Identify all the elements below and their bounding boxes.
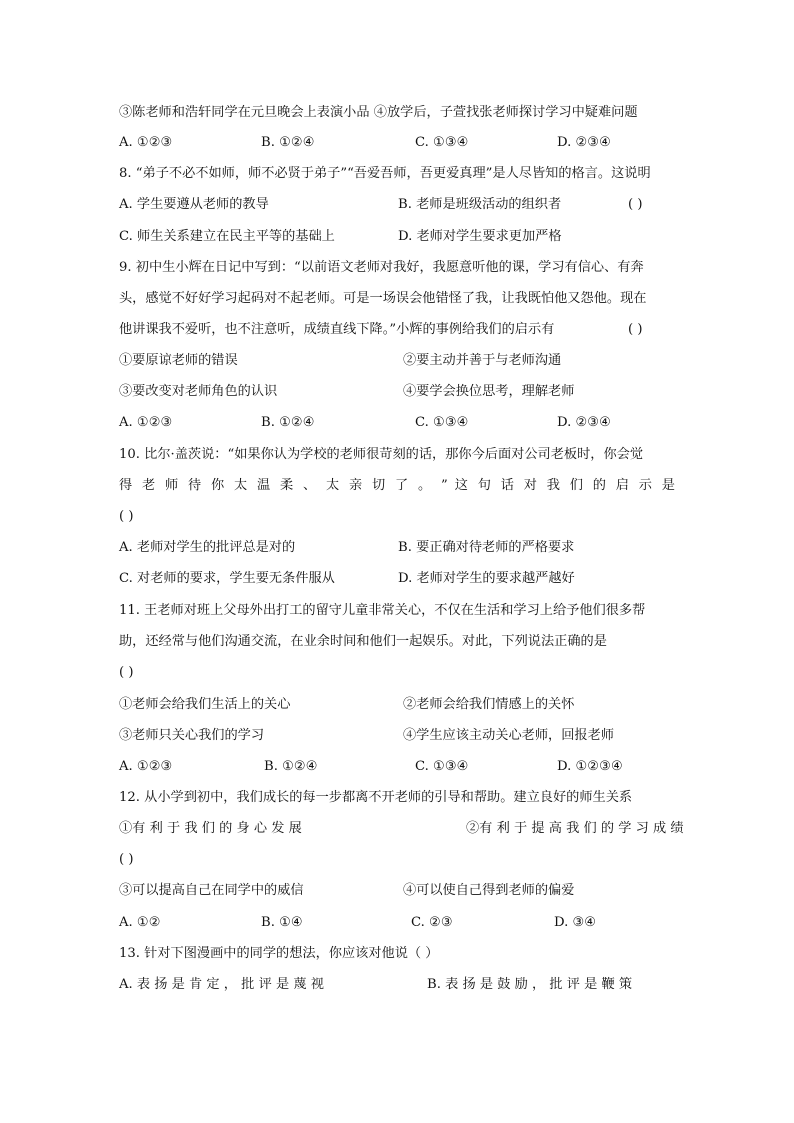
q11-statements-34	[119, 726, 675, 746]
q10-options-cd	[119, 569, 675, 589]
q10-stem-line-1: 10. 比尔·盖茨说：“如果你认为学校的老师很苛刻的话，那你今后面对公司老板时，你会觉	[119, 447, 644, 462]
q11-statement-1: ①老师会给我们生活上的关心	[119, 697, 291, 712]
q9-stem-line-3	[119, 320, 675, 340]
q10-stem-line-2: 得 老 师 待 你 太 温 柔 、 太 亲 切 了 。 ” 这 句 话 对 我 们 的 启 示 是	[119, 478, 675, 493]
q8-options-ab	[119, 195, 675, 215]
q13-stem: 13. 针对下图漫画中的同学的想法，你应该对他说（ ）	[119, 946, 439, 961]
q9-answer-paren: ( )	[628, 322, 643, 337]
q11-stem-line-2: 助，还经常与他们沟通交流，在业余时间和他们一起娱乐。对此，下列说法正确的是	[119, 634, 607, 649]
q8-answer-paren: ( )	[628, 197, 643, 212]
q11-statements-12	[119, 695, 675, 715]
q11-statement-4: ④学生应该主动关心老师，回报老师	[403, 728, 614, 743]
q9-choice-d: D. ②③④	[557, 415, 611, 430]
q12-stem: 12. 从小学到初中，我们成长的每一步都离不开老师的引导和帮助。建立良好的师生关系	[119, 790, 633, 805]
q11-choices	[119, 757, 675, 777]
q11-statement-3: ③老师只关心我们的学习	[119, 728, 265, 743]
q12-statement-3: ③可以提高自己在同学中的威信	[119, 883, 304, 898]
q9-statement-3: ③要改变对老师角色的认识	[119, 384, 278, 399]
q10-option-d: D. 老师对学生的要求越严越好	[398, 571, 575, 586]
q12-choice-d: D. ③④	[554, 915, 597, 930]
q9-stem-line-2: 头，感觉不好好学习起码对不起老师。可是一场误会他错怪了我，让我既怕他又怨他。现在	[119, 291, 647, 306]
q9-choice-c: C. ①③④	[415, 415, 469, 430]
q9-stem-line-1: 9. 初中生小辉在日记中写到：“以前语文老师对我好，我愿意听他的课，学习有信心、有奔	[119, 260, 644, 275]
q10-options-ab	[119, 538, 675, 558]
q11-stem-line-1: 11. 王老师对班上父母外出打工的留守儿童非常关心，不仅在生活和学习上给予他们很多帮	[119, 603, 646, 618]
q8-stem: 8. “弟子不必不如师，师不必贤于弟子”“吾爱吾师，吾更爱真理”是人尽皆知的格言。这说明	[119, 166, 651, 181]
q8-option-b: B. 老师是班级活动的组织者	[398, 197, 562, 212]
q11-choice-d: D. ①②③④	[557, 759, 623, 774]
q10-option-c: C. 对老师的要求，学生要无条件服从	[119, 571, 335, 586]
q7-choice-a: A. ①②③	[119, 135, 173, 150]
q7-choices	[119, 133, 675, 153]
q13-options-ab	[119, 975, 675, 995]
q12-choices	[119, 913, 675, 933]
q9-statement-2: ②要主动并善于与老师沟通	[403, 353, 562, 368]
q11-choice-c: C. ①③④	[415, 759, 469, 774]
q7-choice-d: D. ②③④	[557, 135, 611, 150]
q12-statements-34	[119, 881, 675, 901]
q8-options-cd	[119, 227, 675, 247]
q9-statement-1: ①要原谅老师的错误	[119, 353, 238, 368]
q12-choice-b: B. ①④	[261, 915, 303, 930]
q9-statement-4: ④要学会换位思考，理解老师	[403, 384, 575, 399]
q8-option-c: C. 师生关系建立在民主平等的基础上	[119, 229, 335, 244]
q7-choice-b: B. ①②④	[261, 135, 315, 150]
q12-statement-2: ②有 利 于 提 高 我 们 的 学 习 成 绩	[466, 821, 684, 836]
q11-answer-paren: ( )	[119, 665, 134, 680]
q12-answer-paren: ( )	[119, 852, 134, 867]
q12-statement-1: ①有 利 于 我 们 的 身 心 发 展	[119, 821, 302, 836]
q10-option-a: A. 老师对学生的批评总是对的	[119, 540, 296, 555]
q9-stem-text: 他讲课我不爱听，也不注意听，成绩直线下降。”小辉的事例给我们的启示有	[119, 322, 555, 337]
q12-choice-c: C. ②③	[411, 915, 453, 930]
q9-choice-a: A. ①②③	[119, 415, 173, 430]
q13-option-b: B. 表 扬 是 鼓 励 ， 批 评 是 鞭 策	[427, 977, 633, 992]
q12-statement-4: ④可以使自己得到老师的偏爱	[403, 883, 575, 898]
q8-option-d: D. 老师对学生要求更加严格	[398, 229, 562, 244]
q7-options-text: ③陈老师和浩轩同学在元旦晚会上表演小品 ④放学后，子萱找张老师探讨学习中疑难问题	[119, 105, 638, 120]
q11-statement-2: ②老师会给我们情感上的关怀	[403, 697, 575, 712]
q11-choice-b: B. ①②④	[264, 759, 318, 774]
q11-choice-a: A. ①②③	[119, 759, 173, 774]
q9-statements-12	[119, 351, 675, 371]
q9-statements-34	[119, 382, 675, 402]
q12-choice-a: A. ①②	[119, 915, 161, 930]
q10-answer-paren: ( )	[119, 509, 134, 524]
q12-statements-12	[119, 819, 684, 839]
q7-choice-c: C. ①③④	[415, 135, 469, 150]
q9-choice-b: B. ①②④	[261, 415, 315, 430]
q13-option-a: A. 表 扬 是 肯 定 ， 批 评 是 蔑 视	[119, 977, 324, 992]
q9-choices	[119, 413, 675, 433]
q10-option-b: B. 要正确对待老师的严格要求	[398, 540, 575, 555]
q8-option-a: A. 学生要遵从老师的教导	[119, 197, 269, 212]
